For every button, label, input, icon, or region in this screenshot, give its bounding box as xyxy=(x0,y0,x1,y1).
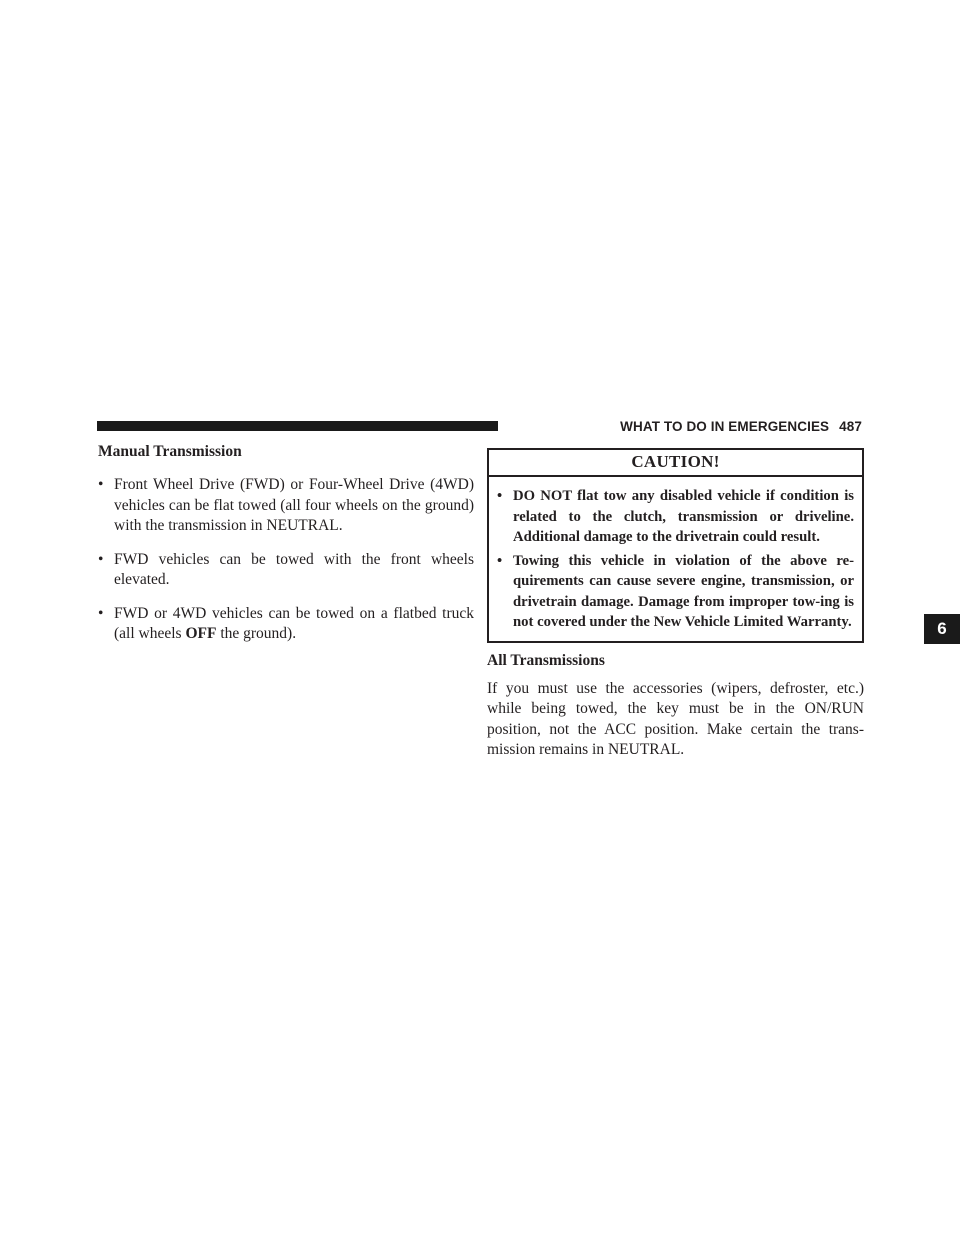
page-number: 487 xyxy=(839,419,862,434)
caution-item xyxy=(497,486,854,548)
caution-item-text: DO NOT flat tow any disabled vehicle if condition is related to the clutch, transmission or driveline. Additional damage to the drivetrain could result. xyxy=(513,488,854,545)
right-column xyxy=(487,448,864,761)
caution-title: CAUTION! xyxy=(489,450,862,477)
caution-body xyxy=(489,477,862,641)
bullet-icon: • xyxy=(98,604,104,622)
all-transmissions-heading: All Transmissions xyxy=(487,651,605,669)
running-header xyxy=(508,419,862,434)
caution-box xyxy=(487,448,864,643)
header-rule xyxy=(97,421,498,431)
chapter-tab: 6 xyxy=(924,614,960,644)
list-item xyxy=(98,604,474,645)
bullet-icon: • xyxy=(497,552,503,569)
list-item-text-post: the ground). xyxy=(216,625,297,642)
all-transmissions-section xyxy=(487,651,864,761)
manual-transmission-heading: Manual Transmission xyxy=(98,443,242,460)
all-transmissions-paragraph: If you must use the accessories (wipers, defroster, etc.) while being towed, the key must be in the ON/RUN position, not the ACC position. Make certain the trans-mission remains in NEUTRAL. xyxy=(487,679,864,758)
list-item-text: Front Wheel Drive (FWD) or Four-Wheel Drive (4WD) vehicles can be flat towed (all four wheels on the ground) with the transmission in NEUTRAL. xyxy=(114,476,474,534)
bullet-icon: • xyxy=(98,550,104,568)
list-item-text-pre: FWD or 4WD vehicles can be towed on a flatbed truck (all wheels xyxy=(114,604,474,642)
list-item-text: FWD vehicles can be towed with the front wheels elevated. xyxy=(114,550,474,588)
list-item xyxy=(98,550,474,591)
caution-item xyxy=(497,551,854,633)
bullet-icon: • xyxy=(497,488,503,504)
caution-item-text: Towing this vehicle in violation of the above re-quirements can cause severe engine, transmission, or drivetrain damage. Damage from improper tow-ing is not covered under the New Vehicle Limited Warranty. xyxy=(513,552,854,630)
manual-transmission-list xyxy=(98,475,474,645)
caution-list xyxy=(497,486,854,633)
list-item xyxy=(98,475,474,537)
bullet-icon: • xyxy=(98,476,104,493)
section-title: WHAT TO DO IN EMERGENCIES xyxy=(620,419,830,434)
list-item-text-bold: OFF xyxy=(185,625,217,642)
left-column xyxy=(98,442,474,658)
